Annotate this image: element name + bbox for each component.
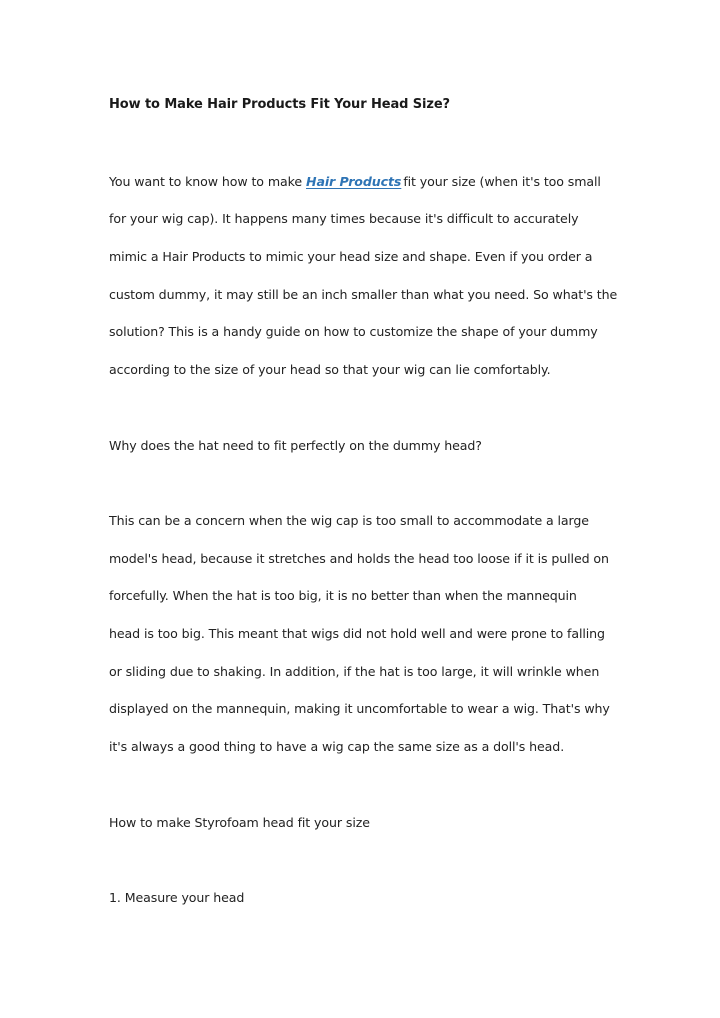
intro-paragraph-line-3: mimic a Hair Products to mimic your head size and shape. Even if you order a	[109, 249, 593, 264]
answer-paragraph-line-6: displayed on the mannequin, making it uncomfortable to wear a wig. That's why	[109, 701, 610, 716]
answer-paragraph-line-5: or sliding due to shaking. In addition, if the hat is too large, it will wrinkle when	[109, 664, 600, 679]
intro-paragraph-line-2: for your wig cap). It happens many times because it's difficult to accurately	[109, 211, 579, 226]
answer-paragraph-line-4: head is too big. This meant that wigs did not hold well and were prone to falling	[109, 626, 605, 641]
section-heading: How to make Styrofoam head fit your size	[109, 815, 370, 830]
answer-paragraph-line-3: forcefully. When the hat is too big, it is no better than when the mannequin	[109, 588, 577, 603]
step-heading: 1. Measure your head	[109, 890, 245, 905]
answer-paragraph-line-1: This can be a concern when the wig cap is too small to accommodate a large	[109, 513, 589, 528]
question-heading: Why does the hat need to fit perfectly on the dummy head?	[109, 438, 482, 453]
intro-text-after-link: fit your size (when it's too small	[403, 174, 601, 189]
intro-paragraph-line-1	[109, 174, 601, 190]
intro-paragraph-line-6: according to the size of your head so that your wig can lie comfortably.	[109, 362, 551, 377]
answer-paragraph-line-7: it's always a good thing to have a wig cap the same size as a doll's head.	[109, 739, 565, 754]
answer-paragraph-line-2: model's head, because it stretches and holds the head too loose if it is pulled on	[109, 551, 609, 566]
document-title: How to Make Hair Products Fit Your Head Size?	[109, 97, 450, 112]
intro-text-before-link: You want to know how to make	[109, 174, 302, 189]
hair-products-link[interactable]: Hair Products	[306, 174, 402, 189]
intro-paragraph-line-4: custom dummy, it may still be an inch smaller than what you need. So what's the	[109, 287, 618, 302]
intro-paragraph-line-5: solution? This is a handy guide on how to customize the shape of your dummy	[109, 324, 598, 339]
